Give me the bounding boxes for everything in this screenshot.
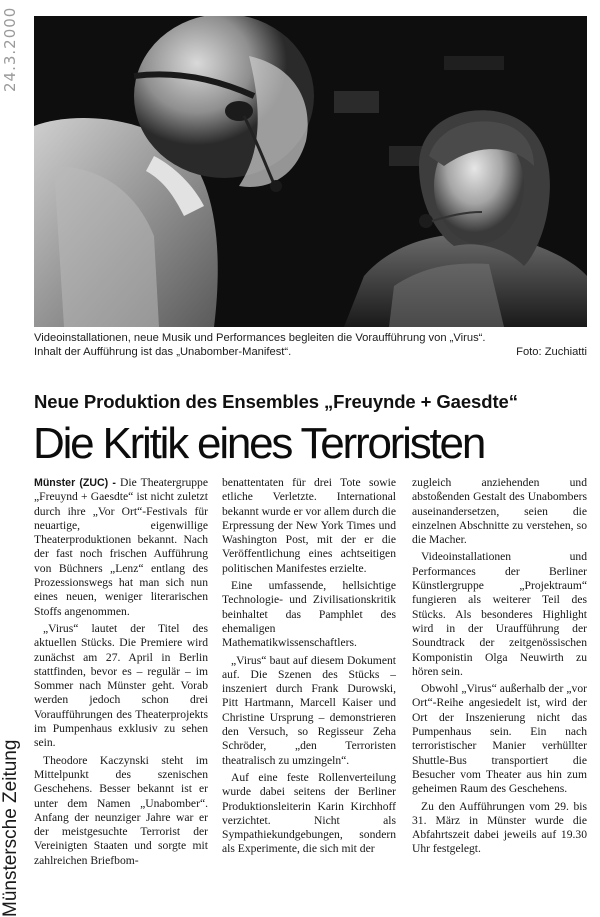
caption-line-1: Videoinstallationen, neue Musik und Performances begleiten die Voraufführung von „Virus“. [34,332,486,344]
paragraph: Videoinstallationen und Performances der Berliner Künstlergruppe „Projektraum“ fungieren als weiterer Teil des Stücks. Als besonderes Highlight wird in der Uraufführung der Soundtrack der zeitgenössischen Komponistin Olga Neuwirth zu hören sein. [412,550,587,678]
photo-caption [34,331,587,359]
stage-photo-icon [34,16,587,327]
paragraph: Auf eine feste Rollenverteilung wurde dabei seitens der Berliner Produktionsleiterin Karin Kirchhoff verzichtet. Nicht als Sympathiekundgebungen, sondern als Experimente, die sich mit der [222,770,396,856]
article-column-1 [34,476,208,916]
paragraph [34,476,208,619]
article-column-3 [412,476,587,916]
paragraph: Zu den Aufführungen vom 29. bis 31. März in Münster wurde die Abfahrtszeit dabei jeweils auf 19.30 Uhr festgelegt. [412,799,587,856]
photo-credit: Foto: Zuchiatti [516,346,587,358]
paragraph: „Virus“ baut auf diesem Dokument auf. Die Szenen des Stücks – inszeniert durch Frank Durowski, Pitt Hartmann, Marcell Kaiser und Christine Ursprung – demonstrieren den Versuch, so Regisseur Zeha Schröder, „den Terroristen theatralisch zu umzingeln“. [222,653,396,767]
paragraph: zugleich anziehenden und abstoßenden Gestalt des Unabombers auseinandersetzen, seien die einzelnen Abschnitte zu verstehen, so die Macher. [412,476,587,547]
newspaper-name: Münstersche Zeitung [0,739,21,917]
paragraph: Obwohl „Virus“ außerhalb der „vor Ort“-Reihe angesiedelt ist, wird der Ort der Inszenierung nicht das Pumpenhaus sein. Ein nach terroristischer Manier verhüllter Shuttle-Bus transportiert die Besucher vom Theater aus hin zum geheimen Raum des Geschehens. [412,682,587,796]
paragraph: Eine umfassende, hellsichtige Technologie- und Zivilisationskritik beinhaltet das Pamphlet des ehemaligen Mathematikwissenschaftlers. [222,579,396,650]
publication-date: 24.3.2000 [1,6,19,92]
article-kicker: Neue Produktion des Ensembles „Freuynde + Gaesdte“ [34,391,518,412]
paragraph: Theodore Kaczynski steht im Mittelpunkt des szenischen Geschehens. Besser bekannt ist er unter dem Namen „Unabomber“. Anfang der neunziger Jahre war er der meistgesuchte Terrorist der Vereinigten Staaten und sorgte mit zahlreichen Briefbom- [34,753,208,867]
article-photo [34,16,587,327]
dateline: Münster (ZUC) - [34,477,120,489]
article-column-2 [222,476,396,916]
paragraph: benattentaten für drei Tote sowie etliche Verletzte. International bekannt wurde er vor allem durch die Erpressung der New York Times und Washington Post, mit der er die Veröffentlichung eines achtseitigen politischen Manifestes erzielte. [222,476,396,575]
paragraph-text: Die Theatergruppe „Freuynd + Gaesdte“ ist nicht zuletzt durch ihre „Vor Ort“-Festivals für neuartige, eigenwillige Theaterproduktionen bekannt. Nach der fast noch frischen Aufführung von Büchners „Lenz“ entlang des Prozessionswegs hat man sich nun eines neuen, weniger literarischen Stoffs angenommen. [34,476,208,618]
article-headline: Die Kritik eines Terroristen [33,419,485,468]
paragraph: „Virus“ lautet der Titel des aktuellen Stücks. Die Premiere wird zunächst am 27. April in Berlin stattfinden, bevor es – regulär – im Sommer nach Münster geht. Vorab werden jedoch schon drei Voraufführungen des Theaterprojekts im Pumpenhaus exklusiv zu sehen sein. [34,621,208,750]
caption-line-2: Inhalt der Aufführung ist das „Unabomber-Manifest“. [34,346,292,358]
